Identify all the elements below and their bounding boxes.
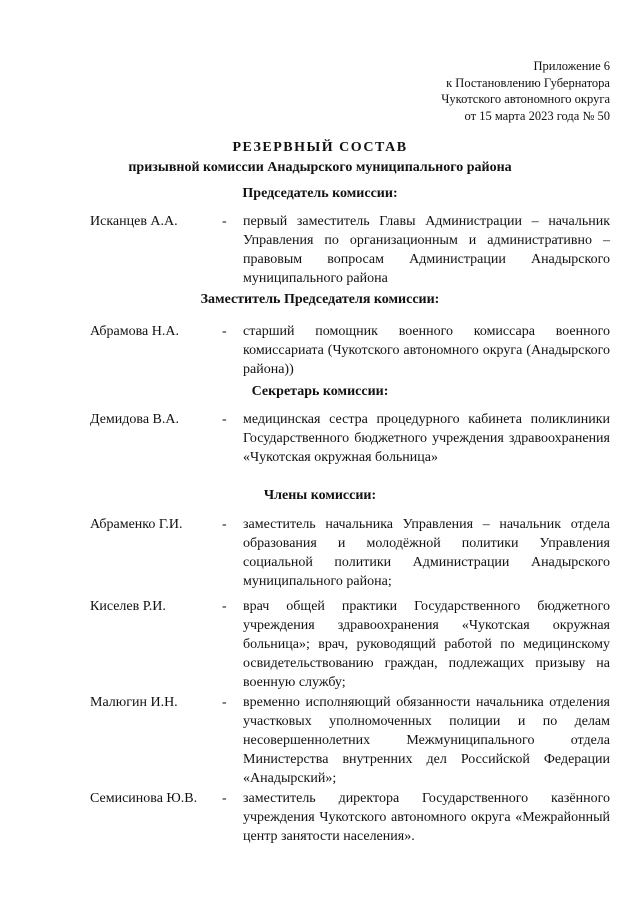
appendix-line-1: Приложение 6 bbox=[533, 59, 610, 73]
entry-role: медицинская сестра процедурного кабинета поликлиники Государственного бюджетного учреждения здравоохранения «Чукотская окружная больница» bbox=[243, 412, 610, 465]
entry-role: первый заместитель Главы Администрации – начальник Управления по организационным и административно – правовым вопросам Администрации Анадырского муниципального района bbox=[243, 214, 610, 286]
entry-role: временно исполняющий обязанности начальника отделения участковых уполномоченных полиции и по делам несовершеннолетних Межмуниципального отдела Министерства внутренних дел Российской Федерации «Анадырский»; bbox=[243, 695, 610, 786]
entry-name: Киселев Р.И. bbox=[90, 599, 166, 614]
section-heading-secretary: Секретарь комиссии: bbox=[251, 384, 389, 399]
entry-name: Исканцев А.А. bbox=[90, 214, 178, 229]
entry-dash: - bbox=[222, 695, 227, 710]
entry-role: врач общей практики Государственного бюджетного учреждения здравоохранения «Чукотская окружная больница»; врач, руководящий работой по медицинскому освидетельствованию граждан, подлежащих призыву на военную службу; bbox=[243, 599, 610, 690]
appendix-line-3: Чукотского автономного округа bbox=[441, 92, 610, 106]
entry-name: Абрамова Н.А. bbox=[90, 324, 179, 339]
entry-dash: - bbox=[222, 517, 227, 532]
entry-dash: - bbox=[222, 324, 227, 339]
section-heading-deputy: Заместитель Председателя комиссии: bbox=[200, 292, 440, 307]
appendix-line-2: к Постановлению Губернатора bbox=[446, 75, 610, 90]
appendix-line-4: от 15 марта 2023 года № 50 bbox=[464, 108, 610, 123]
section-heading-chairman: Председатель комиссии: bbox=[242, 186, 398, 201]
entry-dash: - bbox=[222, 214, 227, 229]
entry-dash: - bbox=[222, 412, 227, 427]
appendix-header bbox=[360, 58, 610, 124]
entry-dash: - bbox=[222, 599, 227, 614]
entry-role: заместитель начальника Управления – начальник отдела образования и молодёжной политики Управления социальной политики Администрации Анадырского муниципального района; bbox=[243, 517, 610, 589]
entry-name: Малюгин И.Н. bbox=[90, 695, 178, 710]
document-subtitle: призывной комиссии Анадырского муниципального района bbox=[128, 160, 512, 175]
entry-name: Демидова В.А. bbox=[90, 412, 179, 427]
entry-name: Абраменко Г.И. bbox=[90, 517, 183, 532]
entry-role: старший помощник военного комиссара военного комиссариата (Чукотского автономного округа (Анадырского района)) bbox=[243, 324, 610, 377]
entry-role: заместитель директора Государственного казённого учреждения Чукотского автономного округа «Межрайонный центр занятости населения». bbox=[243, 791, 610, 844]
entry-dash: - bbox=[222, 791, 227, 806]
entry-name: Семисинова Ю.В. bbox=[90, 791, 198, 806]
section-heading-members: Члены комиссии: bbox=[263, 488, 377, 503]
document-title: РЕЗЕРВНЫЙ СОСТАВ bbox=[232, 140, 408, 155]
